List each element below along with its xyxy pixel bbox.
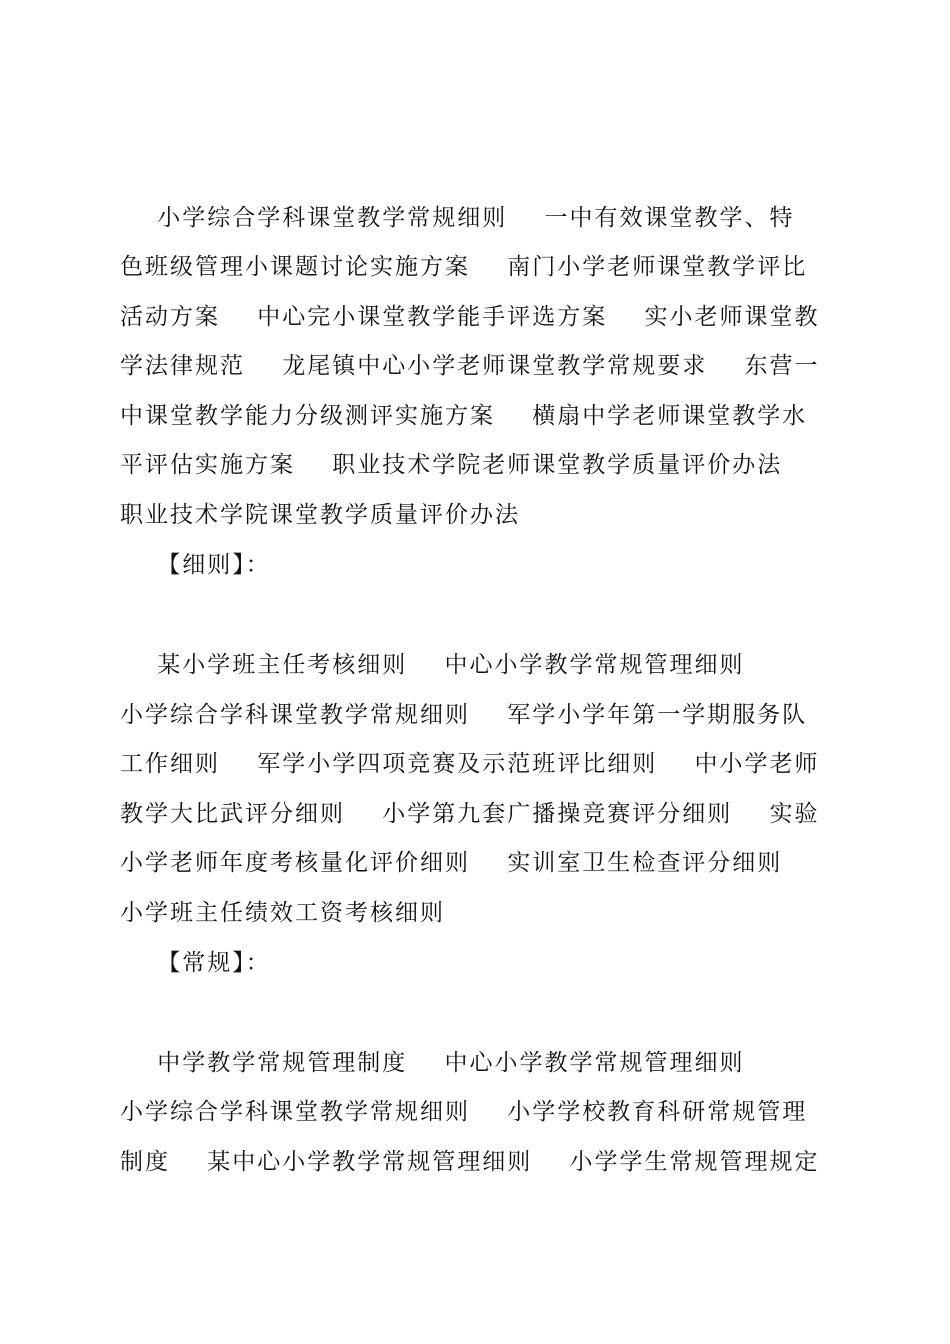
body-text-line: 学法律规范 龙尾镇中心小学老师课堂教学常规要求 东营一 — [120, 353, 820, 379]
body-text-line: 活动方案 中心完小课堂教学能手评选方案 实小老师课堂教 — [120, 304, 820, 330]
body-text-line: 某小学班主任考核细则 中心小学教学常规管理细则 — [120, 652, 745, 678]
section-heading: 【常规】： — [120, 950, 271, 976]
body-text-line: 教学大比武评分细则 小学第九套广播操竞赛评分细则 实验 — [120, 801, 820, 827]
body-text-line: 小学老师年度考核量化评价细则 实训室卫生检查评分细则 — [120, 850, 783, 876]
body-text-line: 工作细则 军学小学四项竞赛及示范班评比细则 中小学老师 — [120, 751, 820, 777]
body-text-line: 小学综合学科课堂教学常规细则 小学学校教育科研常规管理 — [120, 1099, 808, 1125]
body-text-line: 中课堂教学能力分级测评实施方案 横扇中学老师课堂教学水 — [120, 403, 808, 429]
body-text-line: 小学综合学科课堂教学常规细则 军学小学年第一学期服务队 — [120, 702, 808, 728]
body-text-line: 小学班主任绩效工资考核细则 — [120, 900, 445, 926]
body-text-line: 平评估实施方案 职业技术学院老师课堂教学质量评价办法 — [120, 452, 783, 478]
body-text-line: 职业技术学院课堂教学质量评价办法 — [120, 502, 520, 528]
body-text-line: 色班级管理小课题讨论实施方案 南门小学老师课堂教学评比 — [120, 254, 808, 280]
body-text-line: 制度 某中心小学教学常规管理细则 小学学生常规管理规定 — [120, 1149, 820, 1175]
section-heading: 【细则】： — [120, 552, 271, 578]
body-text-line: 中学教学常规管理制度 中心小学教学常规管理细则 — [120, 1050, 745, 1076]
body-text-line: 小学综合学科课堂教学常规细则 一中有效课堂教学、特 — [120, 205, 795, 231]
